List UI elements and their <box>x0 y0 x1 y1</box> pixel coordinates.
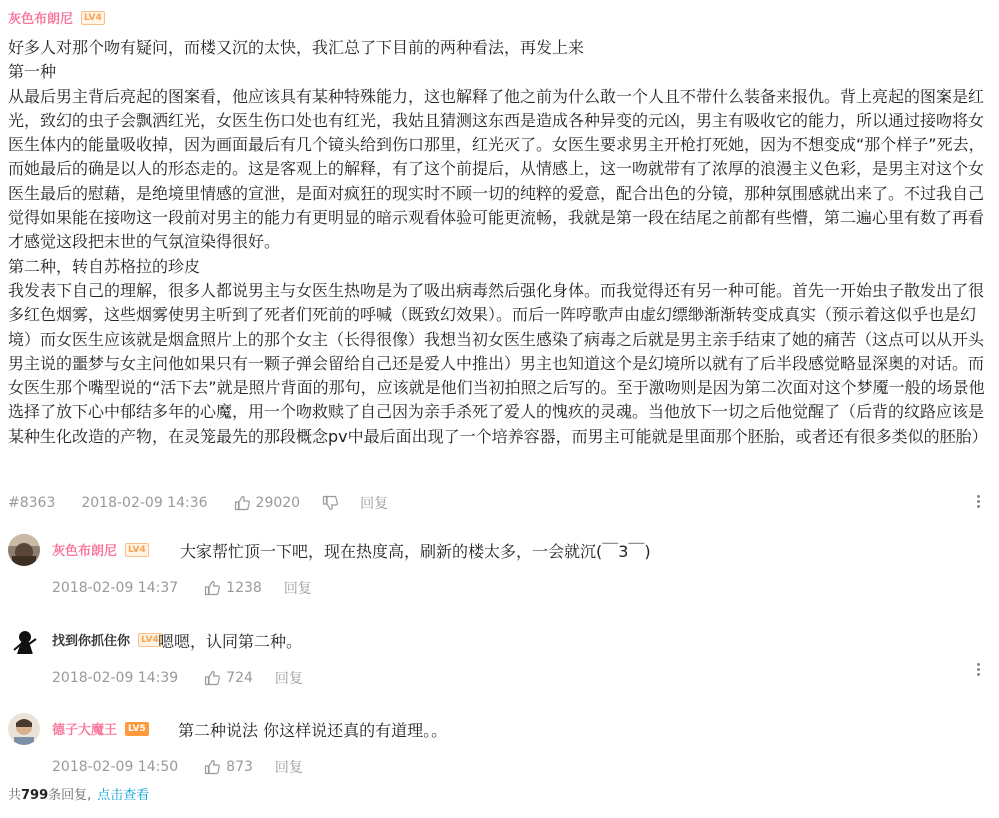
thumbs-down-icon <box>322 495 338 511</box>
reply-header <box>52 540 149 559</box>
level-badge: LV5 <box>125 722 149 736</box>
main-comment-text <box>8 36 992 449</box>
reply-header <box>52 719 149 738</box>
post-time: 2018-02-09 14:50 <box>52 759 179 775</box>
thumbs-up-icon <box>204 580 220 596</box>
reply-meta <box>52 757 303 777</box>
post-time: 2018-02-09 14:39 <box>52 670 179 686</box>
avatar[interactable] <box>8 624 40 656</box>
list-item <box>8 624 988 687</box>
reply-text: 嗯嗯，认同第二种。 <box>158 632 303 651</box>
thumbs-up-icon <box>234 495 250 511</box>
more-options-icon[interactable] <box>977 493 981 510</box>
like-count: 724 <box>226 670 253 686</box>
paragraph: 从最后男主背后亮起的图案看，他应该具有某种特殊能力，这也解释了他之前为什么敢一个人且不带什么装备来报仇。背上亮起的图案是红光，致幻的虫子会飘洒红光，女医生伤口处也有红光，我姑且猜测这东西是造成各种异变的元凶，男主有吸收它的能力，所以通过接吻将女医生体内的能量吸收掉，因为画面最后有几个镜头给到伤口那里，红光灭了。女医生要求男主开枪打死她，因为不想变成“那个样子”死去，而她最后的确是以人的形态走的。这是客观上的解释，有了这个前提后，从情感上，这一吻就带有了浓厚的浪漫主义色彩，是男主对这个女医生最后的慰藉，是绝境里情感的宣泄，是面对疯狂的现实时不顾一切的纯粹的爱意，配合出色的分镜，那种氛围感就出来了。不过我自己觉得如果能在接吻这一段前对男主的能力有更明显的暗示观看体验可能更流畅，我就是第一段在结尾之前都有些懵，第二遍心里有数了再看才感觉这段把末世的气氛渲染得很好。 <box>8 86 985 252</box>
floor-number: #8363 <box>8 495 56 511</box>
main-username[interactable]: 灰色布朗尼 <box>8 12 74 27</box>
reply-text: 第二种说法 你这样说还真的有道理。。 <box>178 721 448 740</box>
reply-username[interactable]: 灰色布朗尼 <box>52 544 118 559</box>
like-count: 1238 <box>226 580 262 596</box>
level-badge: LV4 <box>125 543 149 557</box>
footer-suffix: 条回复, <box>48 788 92 803</box>
dislike-button[interactable] <box>322 495 338 511</box>
reply-count-footer <box>8 784 149 803</box>
reply-button[interactable]: 回复 <box>274 671 303 687</box>
like-count: 873 <box>226 759 253 775</box>
like-button[interactable] <box>204 580 262 596</box>
paragraph: 第一种 <box>8 62 57 82</box>
post-time: 2018-02-09 14:37 <box>52 580 179 596</box>
footer-prefix: 共 <box>8 788 22 803</box>
paragraph: 好多人对那个吻有疑问，而楼又沉的太快，我汇总了下目前的两种看法，再发上来 <box>8 38 585 57</box>
level-badge: LV4 <box>81 11 105 25</box>
avatar[interactable] <box>8 534 40 566</box>
reply-header <box>52 630 162 649</box>
list-item <box>8 713 988 776</box>
avatar[interactable] <box>8 713 40 745</box>
paragraph: 我发表下自己的理解，很多人都说男主与女医生热吻是为了吸出病毒然后强化身体。而我觉得还有另一种可能。首先一开始虫子散发出了很多红色烟雾，这些烟雾使男主听到了死者们死前的呼喊（既致幻效果）。而后一阵哼歌声由虚幻缥缈渐渐转变成真实（预示着这似乎也是幻境）而女医生应该就是烟盒照片上的那个女主（长得很像）我想当初女医生感染了病毒之后就是男主亲手结束了她的痛苦（这点可以从开头男主说的噩梦与女主问他如果只有一颗子弹会留给自己还是爱人中推出）男主也知道这个是幻境所以就有了后半段感觉略显深奥的对话。而女医生那个嘴型说的“活下去”就是照片背面的那句，应该就是他们当初拍照之后写的。至于激吻则是因为第二次面对这个梦魇一般的场景他选择了放下心中郁结多年的心魔，用一个吻救赎了自己因为亲手杀死了爱人的愧疚的灵魂。当他放下一切之后他觉醒了（后背的纹路应该是某种生化改造的产物，在灵笼最先的那段概念pv中最后面出现了一个培养容器，而男主可能就是里面那个胚胎，或者还有很多类似的胚胎） <box>8 280 988 446</box>
reply-username[interactable]: 找到你抓住你 <box>52 634 131 649</box>
reply-text: 大家帮忙顶一下吧，现在热度高，刷新的楼太多，一会就沉(￣3￣) <box>180 542 651 561</box>
reply-meta <box>52 578 312 598</box>
reply-button[interactable]: 回复 <box>283 581 312 597</box>
reply-username[interactable]: 德子大魔王 <box>52 723 118 738</box>
main-comment-header <box>8 8 105 27</box>
thumbs-up-icon <box>204 670 220 686</box>
list-item <box>8 534 988 597</box>
like-button[interactable] <box>234 495 301 511</box>
like-count: 29020 <box>255 495 301 511</box>
reply-button[interactable]: 回复 <box>274 760 303 776</box>
reply-count: 799 <box>21 788 49 803</box>
level-badge: LV4 <box>138 633 162 647</box>
like-button[interactable] <box>204 759 253 775</box>
view-replies-link[interactable]: 点击查看 <box>97 788 150 803</box>
main-comment-meta <box>8 493 388 513</box>
post-time: 2018-02-09 14:36 <box>81 495 208 511</box>
reply-button[interactable]: 回复 <box>360 496 389 512</box>
like-button[interactable] <box>204 670 253 686</box>
paragraph: 第二种，转自苏格拉的珍皮 <box>8 256 201 276</box>
thumbs-up-icon <box>204 759 220 775</box>
reply-meta <box>52 668 303 688</box>
more-options-icon[interactable] <box>977 661 981 678</box>
